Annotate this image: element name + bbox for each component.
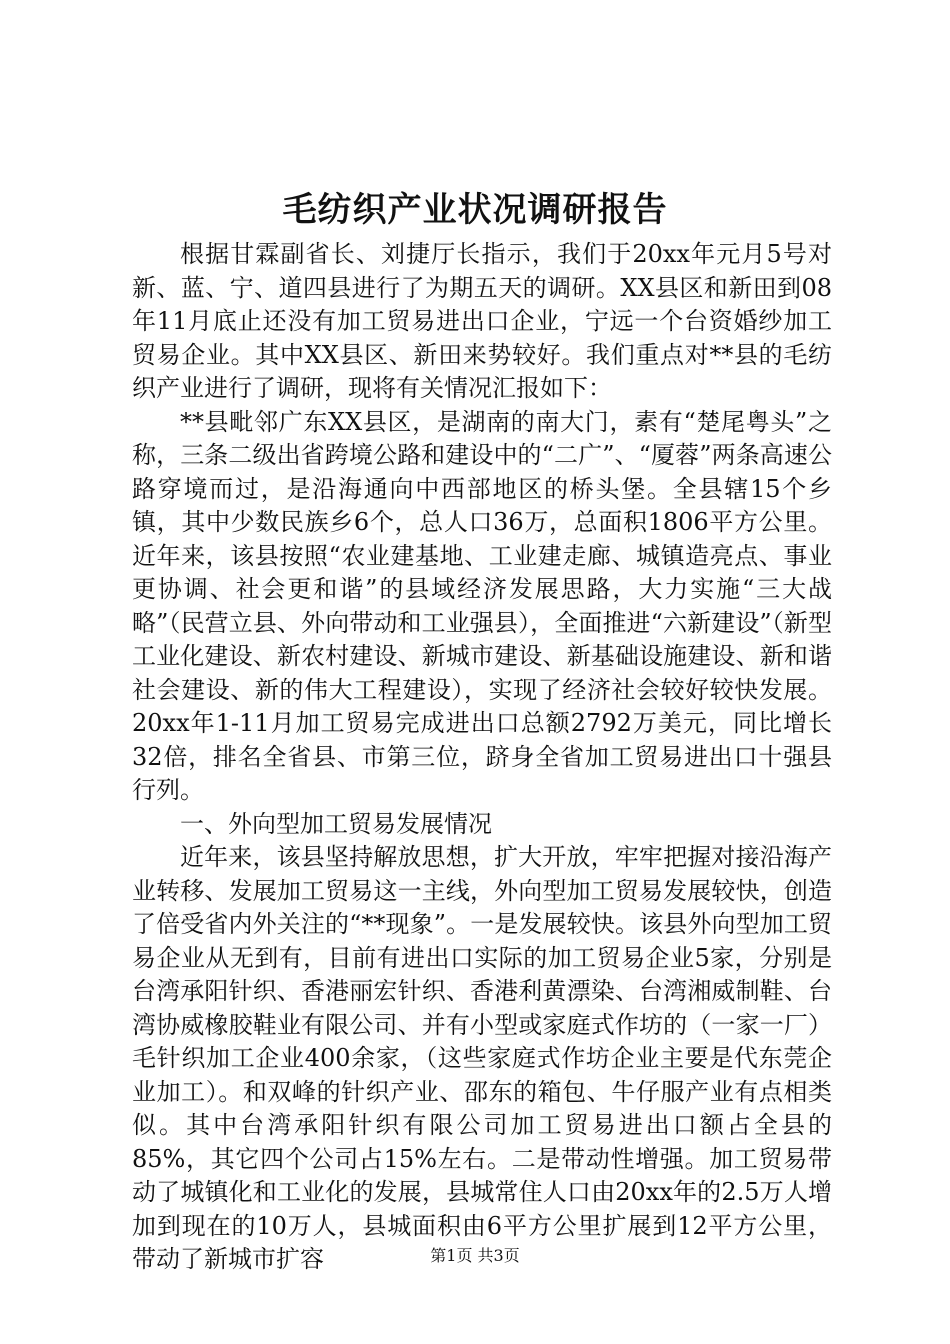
- document-title: 毛纺织产业状况调研报告: [282, 190, 668, 230]
- page-number-footer: 第1页 共3页: [430, 1246, 520, 1265]
- paragraph-intro: 根据甘霖副省长、刘捷厅长指示，我们于20xx年元月5号对新、蓝、宁、道四县进行了为期五天的调研。XX县区和新田到08年11月底止还没有加工贸易进出口企业，宁远一个台资婚纱加工贸易企业。其中XX县区、新田来势较好。我们重点对**县的毛纺织产业进行了调研，现将有关情况汇报如下：: [132, 240, 832, 402]
- section-heading-1: 一、外向型加工贸易发展情况: [180, 809, 492, 838]
- paragraph-processing-trade: 近年来，该县坚持解放思想，扩大开放，牢牢把握对接沿海产业转移、发展加工贸易这一主线，外向型加工贸易发展较快，创造了倍受省内外关注的“**现象”。一是发展较快。该县外向型加工贸易企业从无到有，目前有进出口实际的加工贸易企业5家，分别是台湾承阳针织、香港丽宏针织、香港利黄漂染、台湾湘威制鞋、台湾协威橡胶鞋业有限公司、并有小型或家庭式作坊的（一家一厂）毛针织加工企业400余家，（这些家庭式作坊企业主要是代东莞企业加工）。和双峰的针织产业、邵东的箱包、牛仔服产业有点相类似。其中台湾承阳针织有限公司加工贸易进出口额占全县的85%，其它四个公司占15%左右。二是带动性增强。加工贸易带动了城镇化和工业化的发展，县城常住人口由20xx年的2.5万人增加到现在的10万人，县城面积由6平方公里扩展到12平方公里，带动了新城市扩容: [132, 843, 832, 1273]
- paragraph-county-overview: **县毗邻广东XX县区，是湖南的南大门，素有“楚尾粤头”之称，三条二级出省跨境公路和建设中的“二广”、“厦蓉”两条高速公路穿境而过，是沿海通向中西部地区的桥头堡。全县辖15个乡镇，其中少数民族乡6个，总人口36万，总面积1806平方公里。近年来，该县按照“农业建基地、工业建走廊、城镇造亮点、事业更协调、社会更和谐”的县域经济发展思路，大力实施“三大战略”（民营立县、外向带动和工业强县），全面推进“六新建设”（新型工业化建设、新农村建设、新城市建设、新基础设施建设、新和谐社会建设、新的伟大工程建设），实现了经济社会较好较快发展。20xx年1-11月加工贸易完成进出口总额2792万美元，同比增长32倍，排名全省县、市第三位，跻身全省加工贸易进出口十强县行列。: [132, 407, 832, 804]
- document-body: [132, 238, 832, 1277]
